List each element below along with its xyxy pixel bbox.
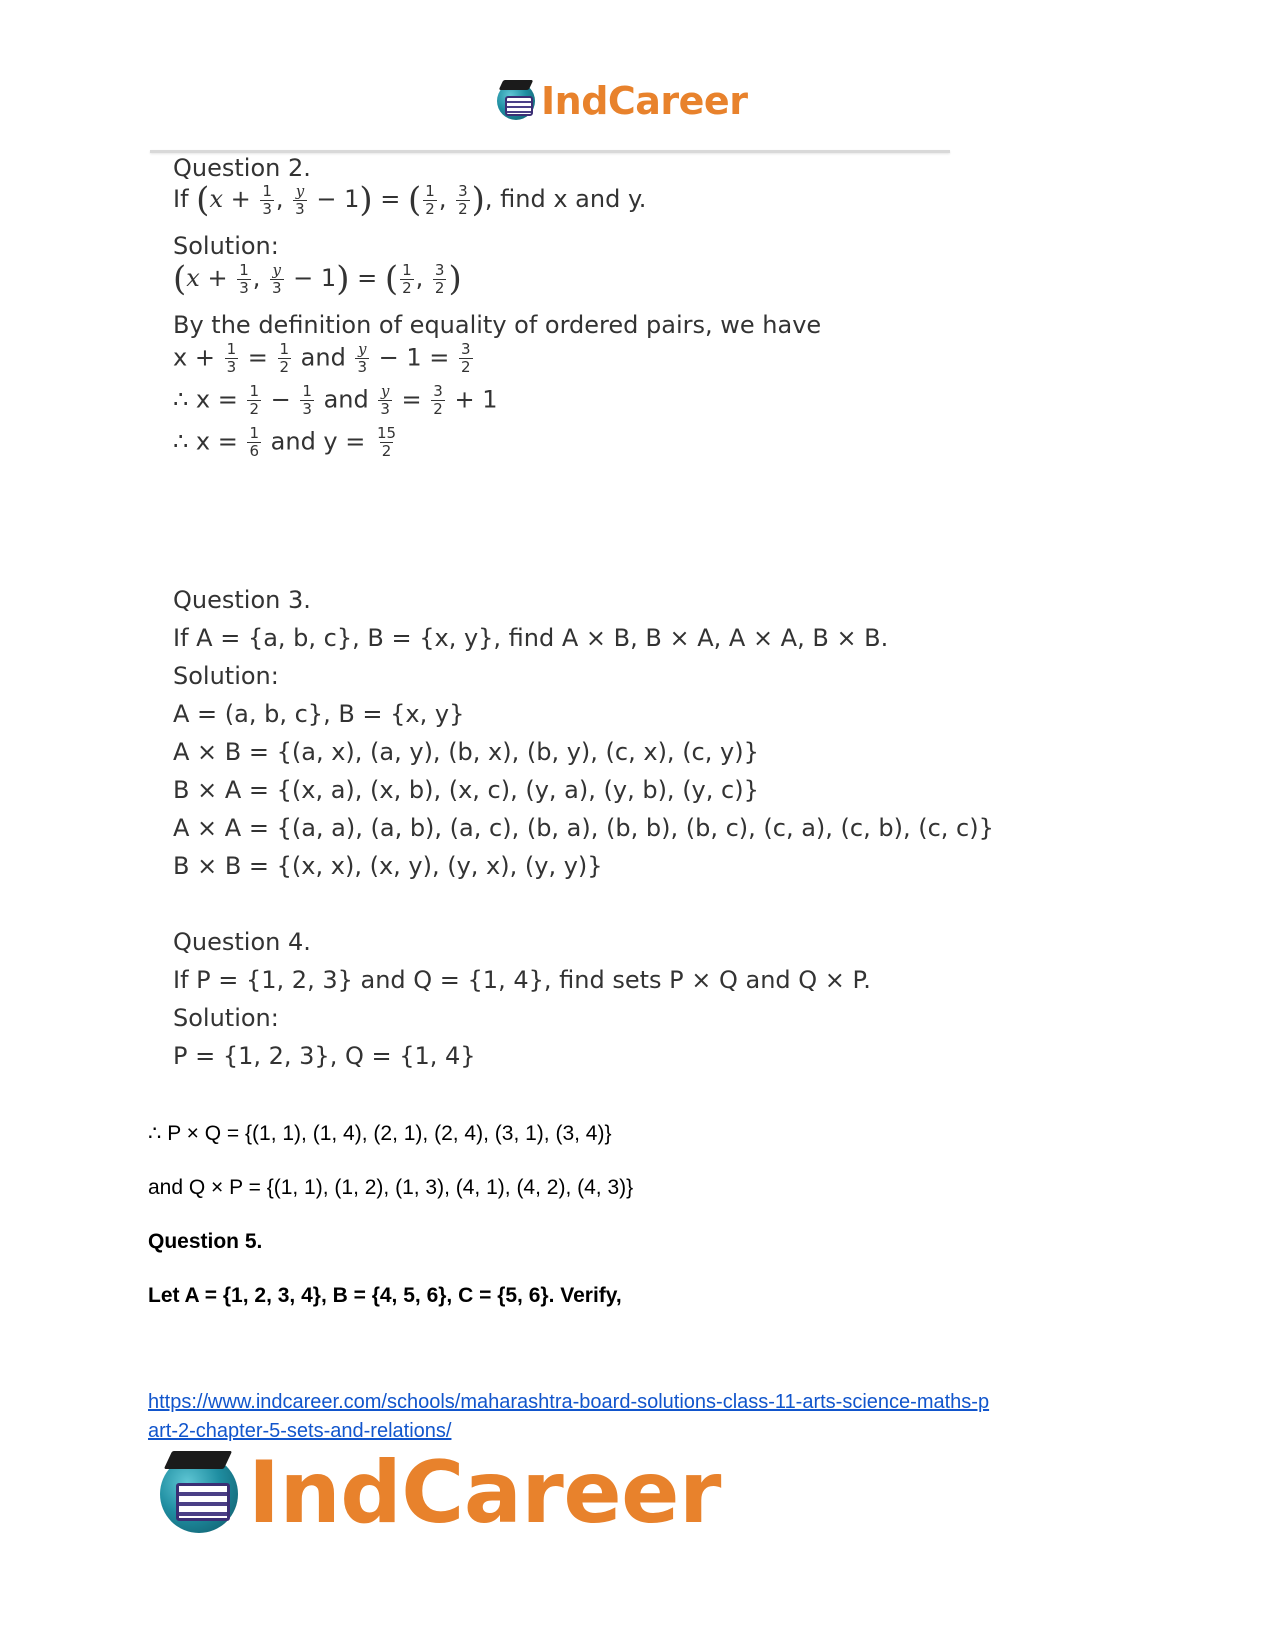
header-logo-text: IndCareer <box>541 79 748 123</box>
q2-prompt-if: If <box>173 185 189 213</box>
q4-prompt: If P = {1, 2, 3} and Q = {1, 4}, find sets P × Q and Q × P. <box>173 966 871 994</box>
q3-prompt: If A = {a, b, c}, B = {x, y}, find A × B, B × A, A × A, B × B. <box>173 624 889 652</box>
q3-line: A × A = {(a, a), (a, b), (a, c), (b, a), (b, b), (b, c), (c, a), (c, b), (c, c)} <box>173 814 994 842</box>
q2-prompt-tail: , find x and y. <box>484 185 647 213</box>
q2-equation: (x + $\frac{1}{3}$ , $\frac{y}{3}$ − 1) = ( $\frac{1}{2}$ , $\frac{3}{2}$ ) <box>196 180 485 220</box>
q3-line: A = (a, b, c}, B = {x, y} <box>173 700 465 728</box>
indcareer-logo-icon <box>497 80 539 122</box>
q4-title: Question 4. <box>173 928 311 956</box>
q5-title: Question 5. <box>148 1230 263 1253</box>
q3-line: B × B = {(x, x), (x, y), (y, x), (y, y)} <box>173 852 603 880</box>
q3-line: A × B = {(a, x), (a, y), (b, x), (b, y), (c, x), (c, y)} <box>173 738 759 766</box>
q2-solution-equation: (x + $\frac{1}{3}$ , $\frac{y}{3}$ − 1) = ( $\frac{1}{2}$ , $\frac{3}{2}$ ) <box>173 259 462 299</box>
source-link-line1: https://www.indcareer.com/schools/maharashtra-board-solutions-class-11-arts-science-maths-p <box>148 1391 990 1413</box>
q4-solution-label: Solution: <box>173 1004 279 1032</box>
footer-logo-text: IndCareer <box>248 1443 721 1543</box>
indcareer-logo-icon <box>160 1451 244 1535</box>
q3-title: Question 3. <box>173 586 311 614</box>
q2-solution-label: Solution: <box>173 232 279 260</box>
q2-step1: x + $\frac{1}{3}$ = $\frac{1}{2}$ and $\frac{y}{3}$ − 1 = $\frac{3}{2}$ <box>173 340 471 376</box>
source-link[interactable] <box>148 1388 1108 1446</box>
q2-prompt <box>173 180 647 220</box>
header-logo <box>497 78 747 124</box>
footer-logo <box>160 1443 721 1543</box>
q3-solution-label: Solution: <box>173 662 279 690</box>
q2-step2: ∴ x = $\frac{1}{2}$ − $\frac{1}{3}$ and $\frac{y}{3}$ = $\frac{3}{2}$ + 1 <box>173 382 498 418</box>
q4-qxp: and Q × P = {(1, 1), (1, 2), (1, 3), (4, 1), (4, 2), (4, 3)} <box>148 1176 634 1199</box>
q4-pxq: ∴ P × Q = {(1, 1), (1, 4), (2, 1), (2, 4), (3, 1), (3, 4)} <box>148 1122 612 1145</box>
source-link-line2: art-2-chapter-5-sets-and-relations/ <box>148 1420 452 1442</box>
q2-step3: ∴ x = $\frac{1}{6}$ and y = $\frac{15}{2}$ <box>173 424 397 460</box>
q3-line: B × A = {(x, a), (x, b), (x, c), (y, a), (y, b), (y, c)} <box>173 776 759 804</box>
q5-prompt: Let A = {1, 2, 3, 4}, B = {4, 5, 6}, C = {5, 6}. Verify, <box>148 1284 622 1307</box>
q2-title: Question 2. <box>173 154 311 182</box>
q2-definition: By the definition of equality of ordered pairs, we have <box>173 311 822 339</box>
q4-given: P = {1, 2, 3}, Q = {1, 4} <box>173 1042 476 1070</box>
header-divider <box>150 150 950 153</box>
